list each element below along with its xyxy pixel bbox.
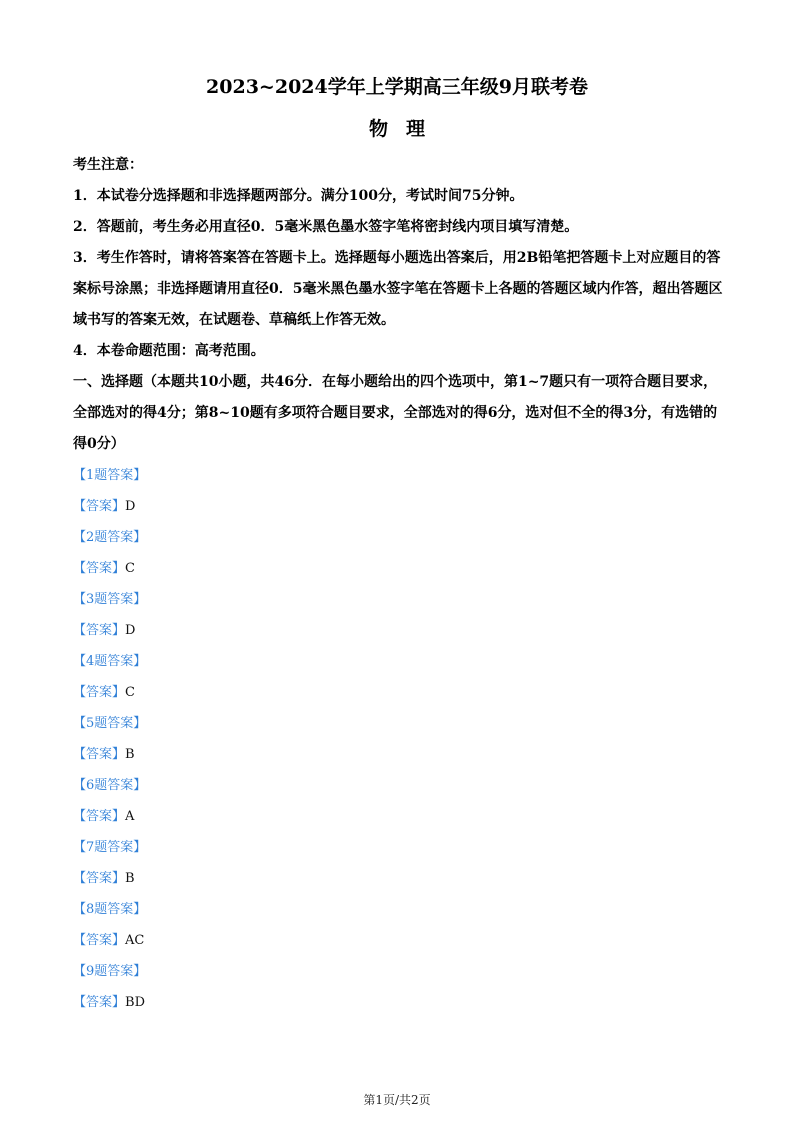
note-item-3: 3．考生作答时，请将答案答在答题卡上。选择题每小题选出答案后，用2B铅笔把答题卡上对应题目的答案标号涂黑；非选择题请用直径0．5毫米黑色墨水签字笔在答题卡上各题的答题区域内作答，超出答题区域书写的答案无效，在试题卷、草稿纸上作答无效。 — [73, 250, 723, 328]
answer-label: 【答案】 — [73, 871, 126, 886]
answer-label: 【答案】 — [73, 499, 126, 514]
answer-row-8 — [73, 925, 725, 956]
answer-label: 【答案】 — [73, 809, 126, 824]
section-heading: 一、选择题（本题共10小题，共46分．在每小题给出的四个选项中，第1~7题只有一项符合题目要求，全部选对的得4分；第8~10题有多项符合题目要求，全部选对的得6分，选对但不全的得3分，有选错的得0分） — [73, 374, 718, 452]
answer-row-1 — [73, 491, 725, 522]
question-heading-3: 【3题答案】 — [73, 592, 147, 607]
notes-heading: 考生注意： — [73, 157, 143, 173]
question-heading-4: 【4题答案】 — [73, 654, 147, 669]
answer-value-1: D — [125, 499, 136, 514]
answer-value-3: D — [125, 623, 136, 638]
answer-row-6 — [73, 801, 725, 832]
answer-value-5: B — [125, 747, 135, 762]
question-heading-8: 【8题答案】 — [73, 902, 147, 917]
note-item-2: 2．答题前，考生务必用直径0．5毫米黑色墨水签字笔将密封线内项目填写清楚。 — [73, 219, 579, 235]
answer-label: 【答案】 — [73, 685, 126, 700]
exam-notes — [73, 150, 725, 460]
question-heading-6: 【6题答案】 — [73, 778, 147, 793]
answer-label: 【答案】 — [73, 933, 126, 948]
answer-label: 【答案】 — [73, 747, 126, 762]
answer-row-5 — [73, 739, 725, 770]
answer-value-9: BD — [125, 995, 145, 1010]
answer-row-9 — [73, 987, 725, 1018]
answer-list — [73, 460, 725, 1018]
subject-title: 物理 — [368, 118, 443, 140]
note-item-1: 1．本试卷分选择题和非选择题两部分。满分100分，考试时间75分钟。 — [73, 188, 524, 204]
answer-value-4: C — [125, 685, 135, 700]
question-heading-7: 【7题答案】 — [73, 840, 147, 855]
answer-label: 【答案】 — [73, 623, 126, 638]
answer-label: 【答案】 — [73, 561, 126, 576]
answer-label: 【答案】 — [73, 995, 126, 1010]
question-heading-2: 【2题答案】 — [73, 530, 147, 545]
answer-value-8: AC — [125, 933, 145, 948]
answer-row-7 — [73, 863, 725, 894]
answer-value-6: A — [125, 809, 135, 824]
answer-value-2: C — [125, 561, 135, 576]
answer-row-4 — [73, 677, 725, 708]
question-heading-9: 【9题答案】 — [73, 964, 147, 979]
answer-row-3 — [73, 615, 725, 646]
page-number: 第1页/共2页 — [363, 1093, 431, 1107]
answer-row-2 — [73, 553, 725, 584]
question-heading-1: 【1题答案】 — [73, 468, 147, 483]
answer-value-7: B — [125, 871, 135, 886]
page-title: 2023~2024学年上学期高三年级9月联考卷 — [206, 76, 588, 98]
note-item-4: 4．本卷命题范围：高考范围。 — [73, 343, 265, 359]
question-heading-5: 【5题答案】 — [73, 716, 147, 731]
